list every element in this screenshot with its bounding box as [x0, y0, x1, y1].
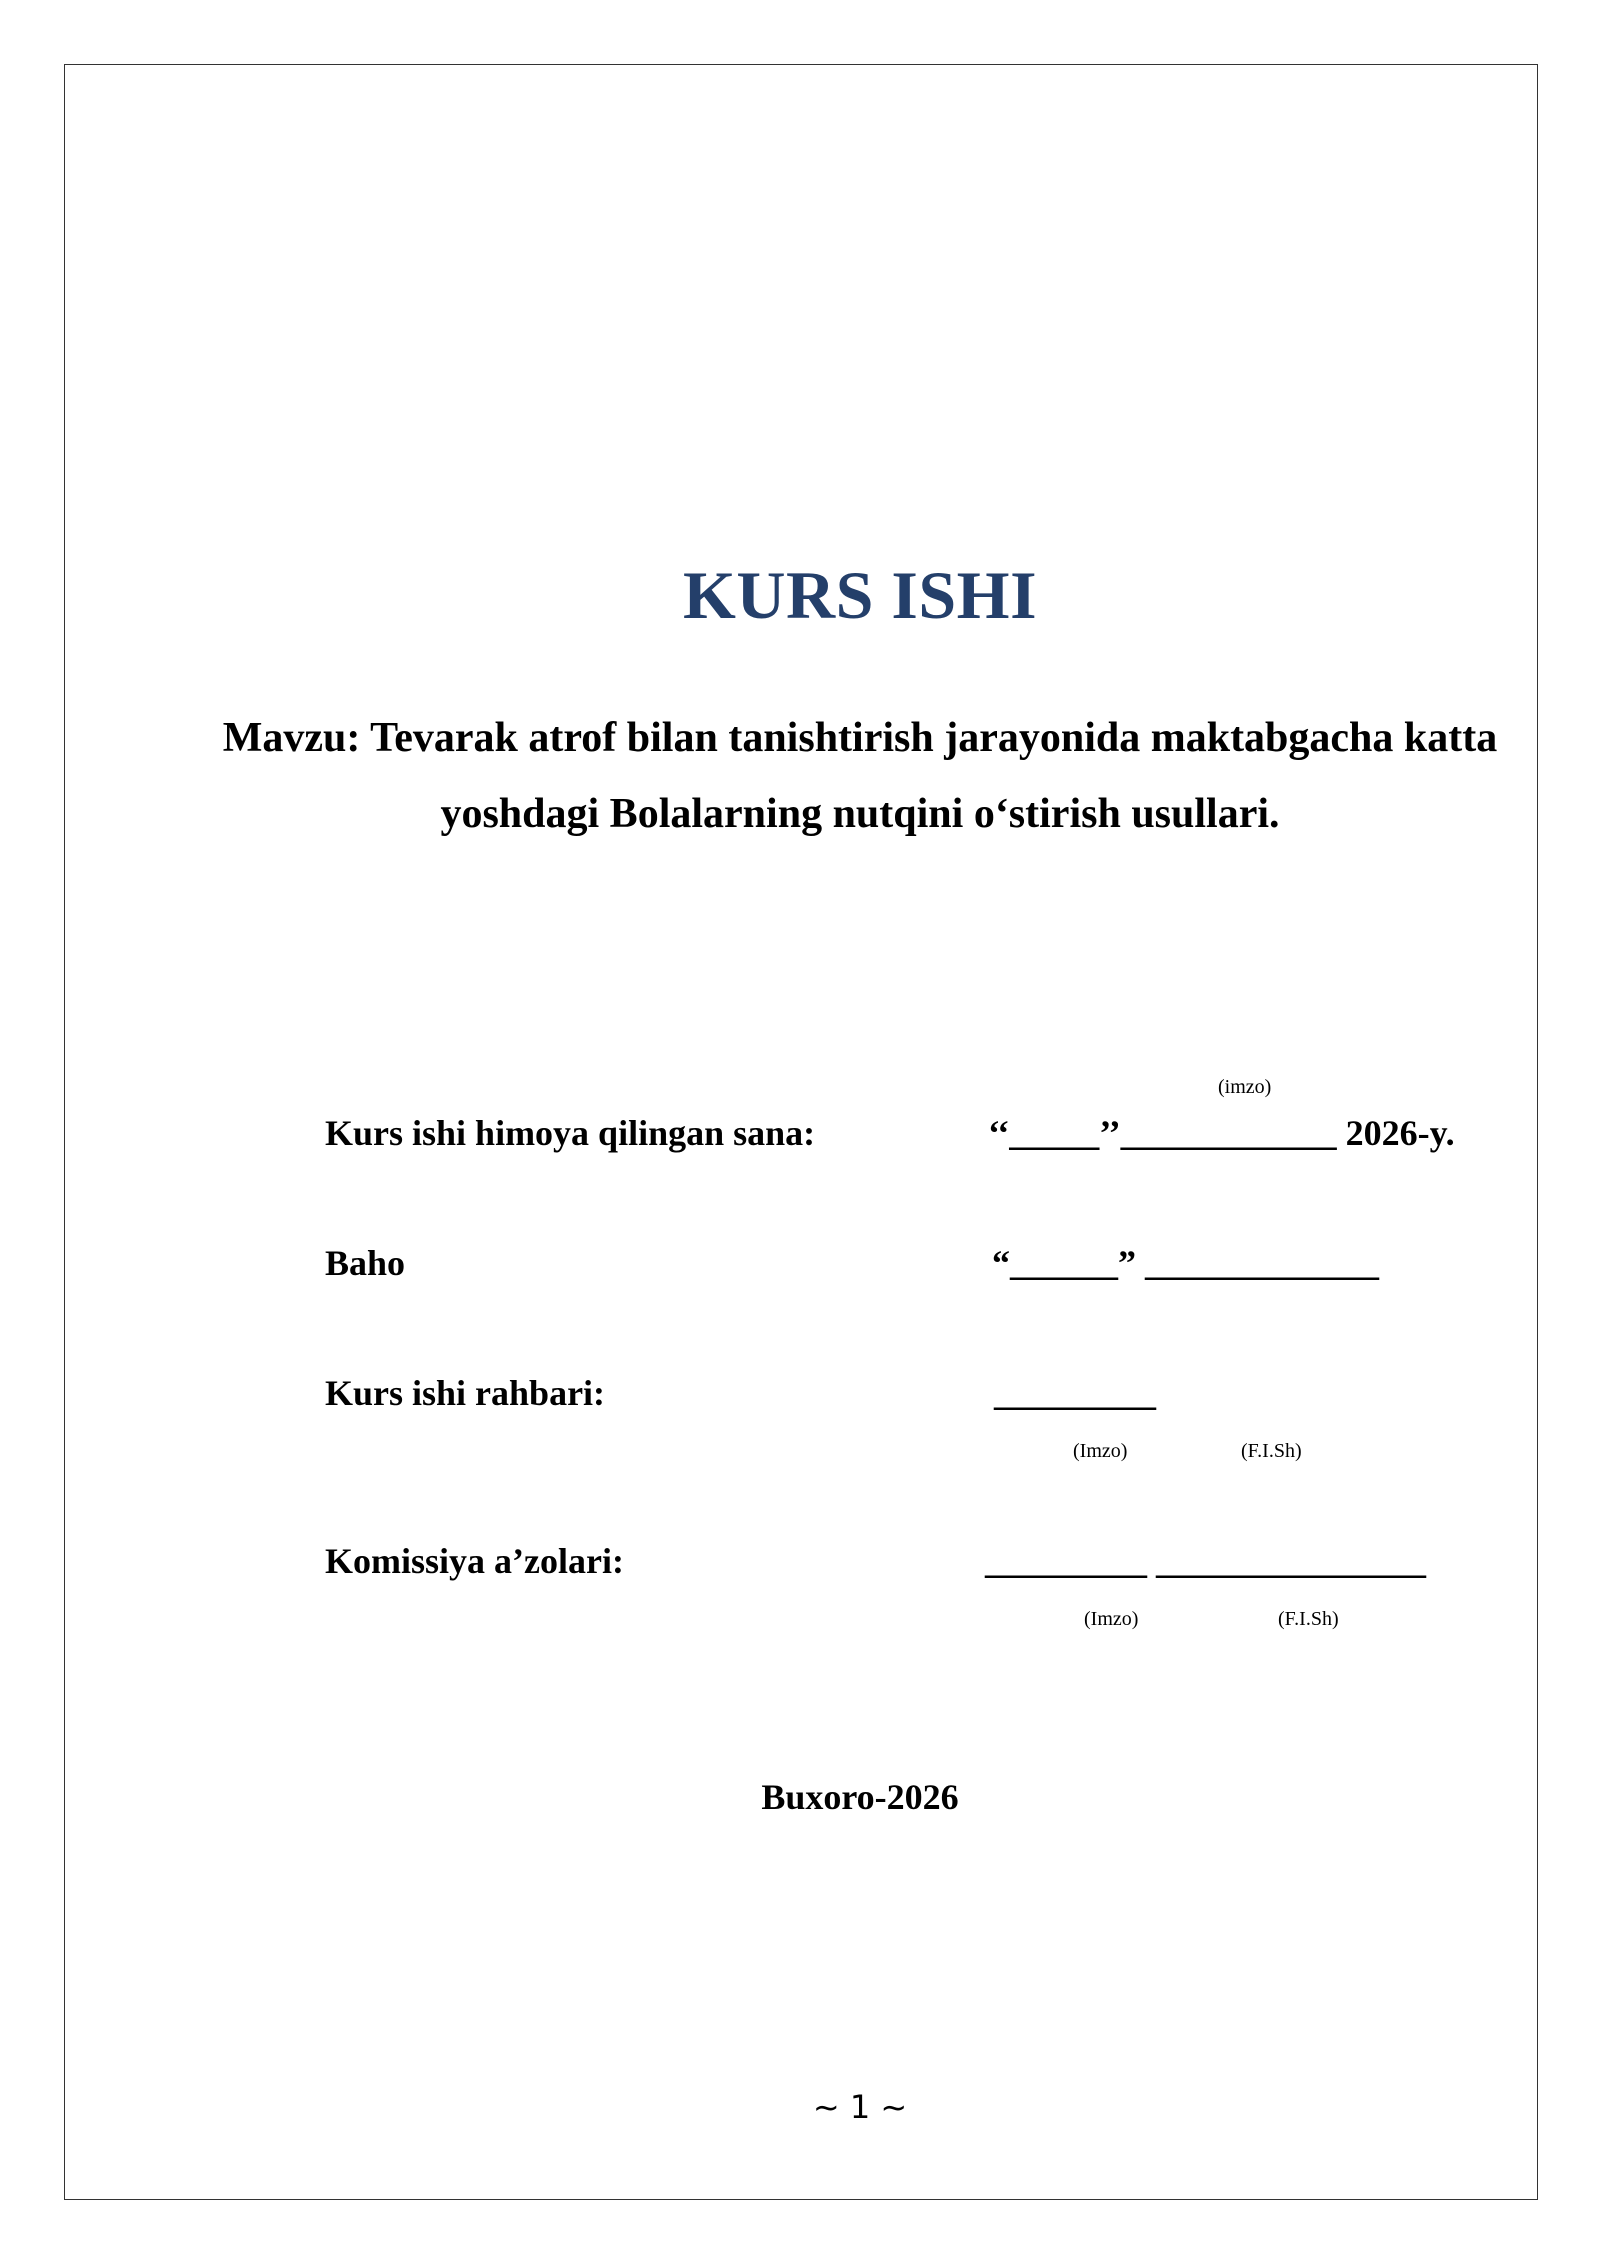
grade-field: “______” _____________ [992, 1243, 1379, 1283]
defense-date-field: ‘‘_____’’____________ 2026-y. [988, 1113, 1455, 1153]
supervisor-sign-caption: (Imzo) [1073, 1440, 1128, 1462]
defense-date-label: Kurs ishi himoya qilingan sana: [325, 1113, 816, 1153]
grade-label: Baho [325, 1243, 406, 1283]
page-number: ~ 1 ~ [812, 2088, 908, 2126]
topic-text: Mavzu: Tevarak atrof bilan tanishtirish jarayonida maktabgacha katta yoshdagi Bolalarning nutqini o‘stirish usullari. [222, 715, 1498, 837]
commission-sign-caption: (Imzo) [1084, 1608, 1139, 1630]
document-title: KURS ISHI [682, 557, 1038, 633]
commission-name-caption: (F.I.Sh) [1278, 1608, 1339, 1630]
supervisor-signature-field: _________ [994, 1373, 1156, 1413]
defense-signature-caption: (imzo) [1218, 1076, 1272, 1098]
supervisor-name-caption: (F.I.Sh) [1241, 1440, 1302, 1462]
supervisor-label: Kurs ishi rahbari: [325, 1373, 606, 1413]
commission-signature-field: _________ _______________ [985, 1541, 1426, 1581]
city-year: Buxoro-2026 [761, 1777, 959, 1817]
commission-label: Komissiya a’zolari: [325, 1541, 624, 1581]
